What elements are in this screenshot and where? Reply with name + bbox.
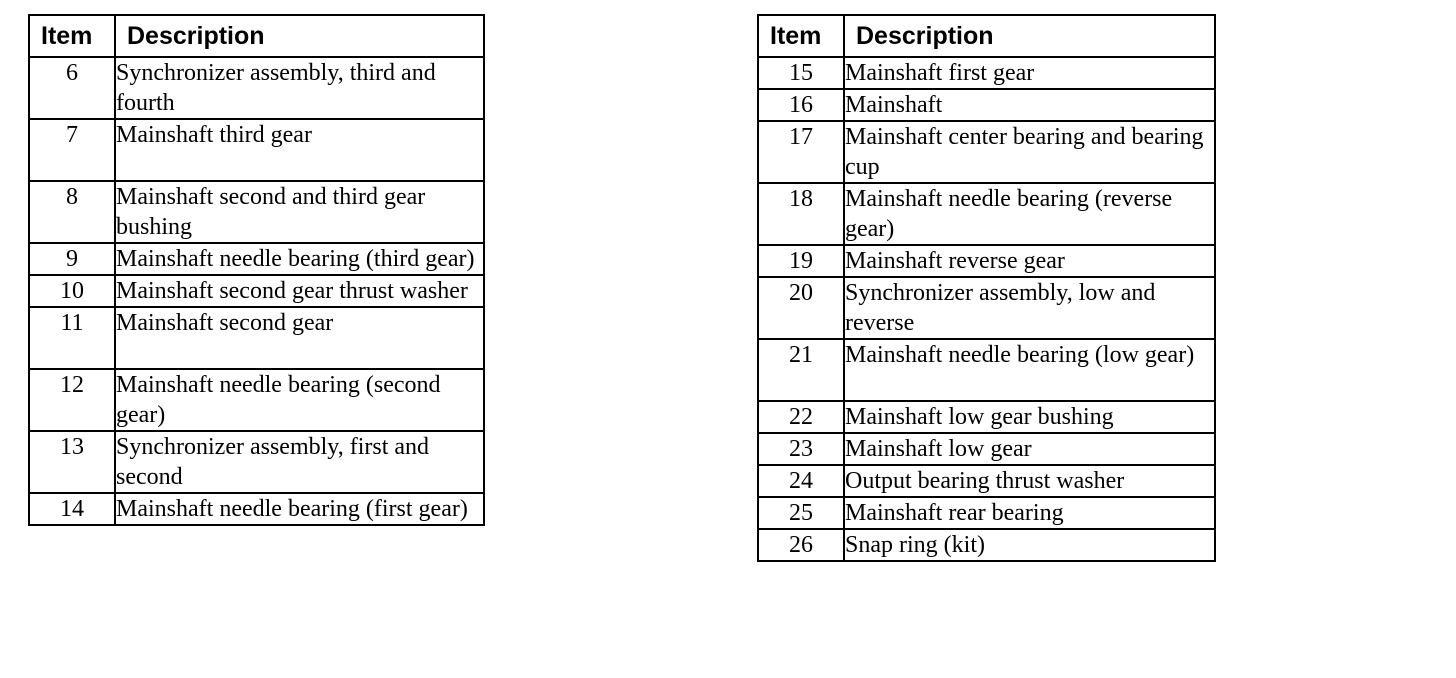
item-number: 18 bbox=[758, 183, 844, 245]
item-number: 22 bbox=[758, 401, 844, 433]
item-number: 14 bbox=[29, 493, 115, 525]
item-description: Mainshaft rear bearing bbox=[844, 497, 1215, 529]
item-description: Snap ring (kit) bbox=[844, 529, 1215, 561]
item-description: Synchronizer assembly, first and second bbox=[115, 431, 484, 493]
table-row bbox=[758, 465, 1215, 497]
table-row bbox=[29, 275, 484, 307]
item-number: 16 bbox=[758, 89, 844, 121]
item-number: 12 bbox=[29, 369, 115, 431]
item-number: 8 bbox=[29, 181, 115, 243]
item-number: 6 bbox=[29, 57, 115, 119]
item-number: 20 bbox=[758, 277, 844, 339]
item-number: 23 bbox=[758, 433, 844, 465]
table-row bbox=[29, 243, 484, 275]
item-description: Synchronizer assembly, low and reverse bbox=[844, 277, 1215, 339]
table-row bbox=[758, 529, 1215, 561]
item-description: Synchronizer assembly, third and fourth bbox=[115, 57, 484, 119]
item-number: 13 bbox=[29, 431, 115, 493]
table-row bbox=[29, 119, 484, 181]
item-number: 11 bbox=[29, 307, 115, 369]
table-row bbox=[29, 181, 484, 243]
item-description: Mainshaft low gear bushing bbox=[844, 401, 1215, 433]
item-description: Mainshaft center bearing and bearing cup bbox=[844, 121, 1215, 183]
table-row bbox=[758, 497, 1215, 529]
item-description: Output bearing thrust washer bbox=[844, 465, 1215, 497]
item-number: 15 bbox=[758, 57, 844, 89]
item-number: 24 bbox=[758, 465, 844, 497]
item-number: 7 bbox=[29, 119, 115, 181]
column-header-description: Description bbox=[115, 15, 484, 57]
item-description: Mainshaft second gear bbox=[115, 307, 484, 369]
parts-table-right bbox=[757, 14, 1216, 562]
item-description: Mainshaft third gear bbox=[115, 119, 484, 181]
item-number: 19 bbox=[758, 245, 844, 277]
item-number: 21 bbox=[758, 339, 844, 401]
item-description: Mainshaft needle bearing (second gear) bbox=[115, 369, 484, 431]
item-description: Mainshaft second gear thrust washer bbox=[115, 275, 484, 307]
table-row bbox=[29, 431, 484, 493]
item-number: 26 bbox=[758, 529, 844, 561]
item-description: Mainshaft first gear bbox=[844, 57, 1215, 89]
table-row bbox=[29, 57, 484, 119]
item-description: Mainshaft low gear bbox=[844, 433, 1215, 465]
table-header-row bbox=[758, 15, 1215, 57]
item-number: 17 bbox=[758, 121, 844, 183]
table-row bbox=[758, 121, 1215, 183]
item-number: 10 bbox=[29, 275, 115, 307]
item-description: Mainshaft reverse gear bbox=[844, 245, 1215, 277]
column-header-item: Item bbox=[758, 15, 844, 57]
column-header-item: Item bbox=[29, 15, 115, 57]
column-header-description: Description bbox=[844, 15, 1215, 57]
table-row bbox=[29, 493, 484, 525]
table-row bbox=[758, 433, 1215, 465]
table-row bbox=[758, 89, 1215, 121]
table-row bbox=[29, 369, 484, 431]
item-description: Mainshaft needle bearing (third gear) bbox=[115, 243, 484, 275]
item-description: Mainshaft bbox=[844, 89, 1215, 121]
table-row bbox=[758, 277, 1215, 339]
item-description: Mainshaft second and third gear bushing bbox=[115, 181, 484, 243]
item-description: Mainshaft needle bearing (first gear) bbox=[115, 493, 484, 525]
table-row bbox=[29, 307, 484, 369]
item-number: 25 bbox=[758, 497, 844, 529]
table-row bbox=[758, 57, 1215, 89]
table-row bbox=[758, 183, 1215, 245]
table-header-row bbox=[29, 15, 484, 57]
table-row bbox=[758, 401, 1215, 433]
table-row bbox=[758, 339, 1215, 401]
item-description: Mainshaft needle bearing (reverse gear) bbox=[844, 183, 1215, 245]
parts-table-left bbox=[28, 14, 485, 526]
table-row bbox=[758, 245, 1215, 277]
item-number: 9 bbox=[29, 243, 115, 275]
item-description: Mainshaft needle bearing (low gear) bbox=[844, 339, 1215, 401]
